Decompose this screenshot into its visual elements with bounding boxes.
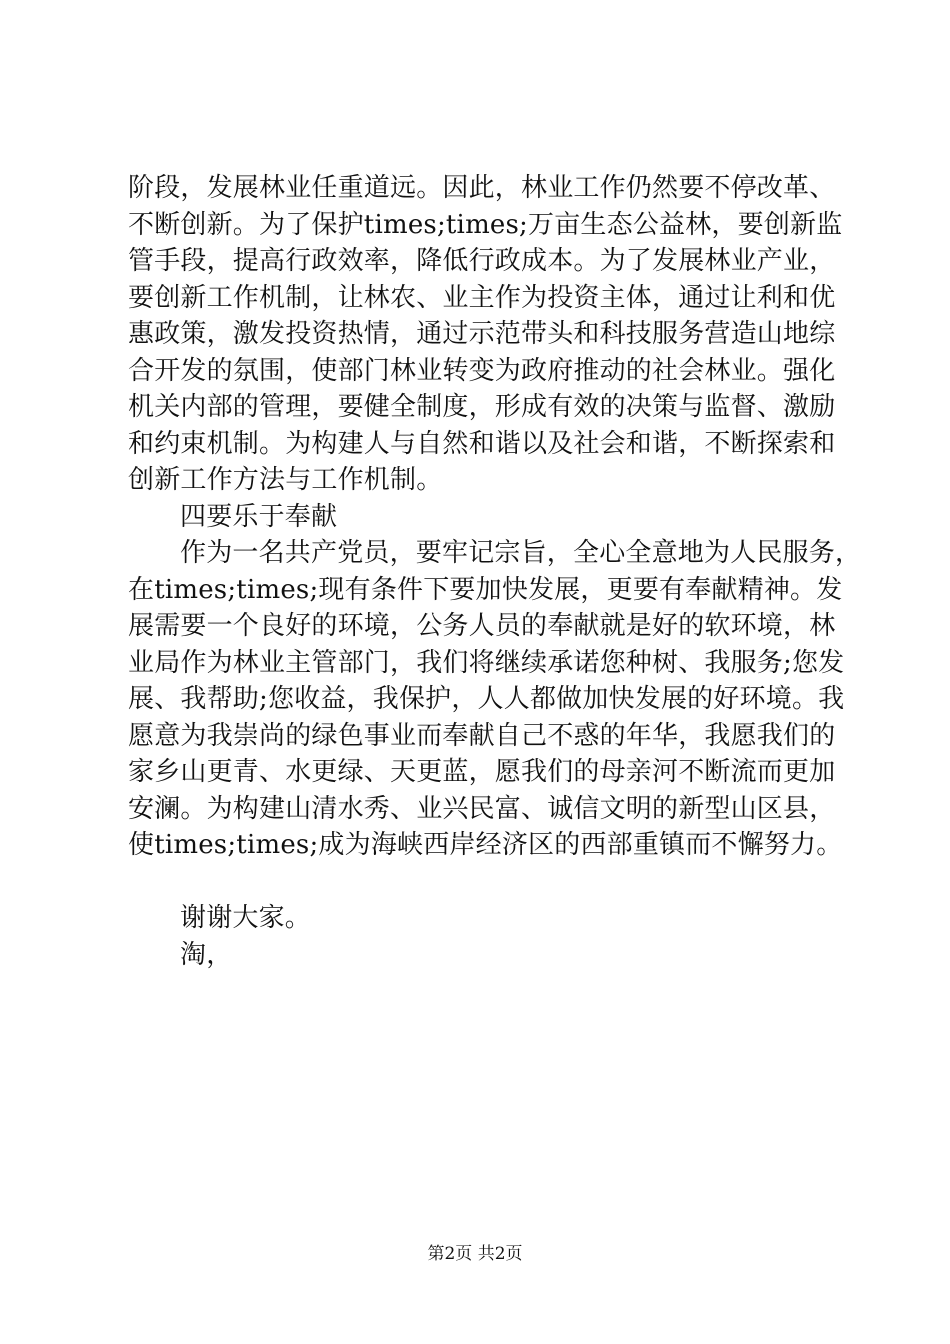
text-line: 展、我帮助;您收益，我保护，人人都做加快发展的好环境。我 (128, 684, 845, 714)
document-body (128, 170, 862, 973)
blank-line (128, 864, 828, 901)
text-line: 业局作为林业主管部门，我们将继续承诺您种树、我服务;您发 (128, 647, 845, 678)
text-line: 在times;times;现有条件下要加快发展，更要有奉献精神。发 (128, 574, 843, 605)
text-line: 安澜。为构建山清水秀、业兴民富、诚信文明的新型山区县， (128, 793, 836, 824)
text-line: 要创新工作机制，让林农、业主作为投资主体，通过让利和优 (128, 282, 836, 313)
text-line: 机关内部的管理，要健全制度，形成有效的决策与监督、激励 (128, 392, 836, 422)
text-line: 愿意为我崇尚的绿色事业而奉献自己不惑的年华，我愿我们的 (128, 720, 836, 751)
closing-line: 谢谢大家。 (180, 903, 312, 933)
text-line: 不断创新。为了保护times;times;万亩生态公益林，要创新监 (128, 209, 843, 240)
text-line: 惠政策，激发投资热情，通过示范带头和科技服务营造山地综 (128, 319, 836, 349)
text-line: 和约束机制。为构建人与自然和谐以及社会和谐，不断探索和 (128, 428, 836, 459)
text-line: 展需要一个良好的环境，公务人员的奉献就是好的软环境，林 (128, 611, 836, 641)
text-line: 阶段，发展林业任重道远。因此，林业工作仍然要不停改革、 (128, 173, 836, 203)
page-number-footer: 第2页 共2页 (427, 1244, 523, 1264)
section-heading: 四要乐于奉献 (180, 501, 338, 532)
closing-line: 淘， (180, 939, 233, 970)
text-line: 合开发的氛围，使部门林业转变为政府推动的社会林业。强化 (128, 355, 836, 386)
text-line: 家乡山更青、水更绿、天更蓝，愿我们的母亲河不断流而更加 (128, 757, 836, 787)
text-line: 使times;times;成为海峡西岸经济区的西部重镇而不懈努力。 (128, 830, 843, 860)
text-line: 创新工作方法与工作机制。 (128, 465, 443, 495)
text-line: 管手段，提高行政效率，降低行政成本。为了发展林业产业， (128, 246, 836, 276)
text-line: 作为一名共产党员，要牢记宗旨，全心全意地为人民服务， (180, 538, 862, 568)
